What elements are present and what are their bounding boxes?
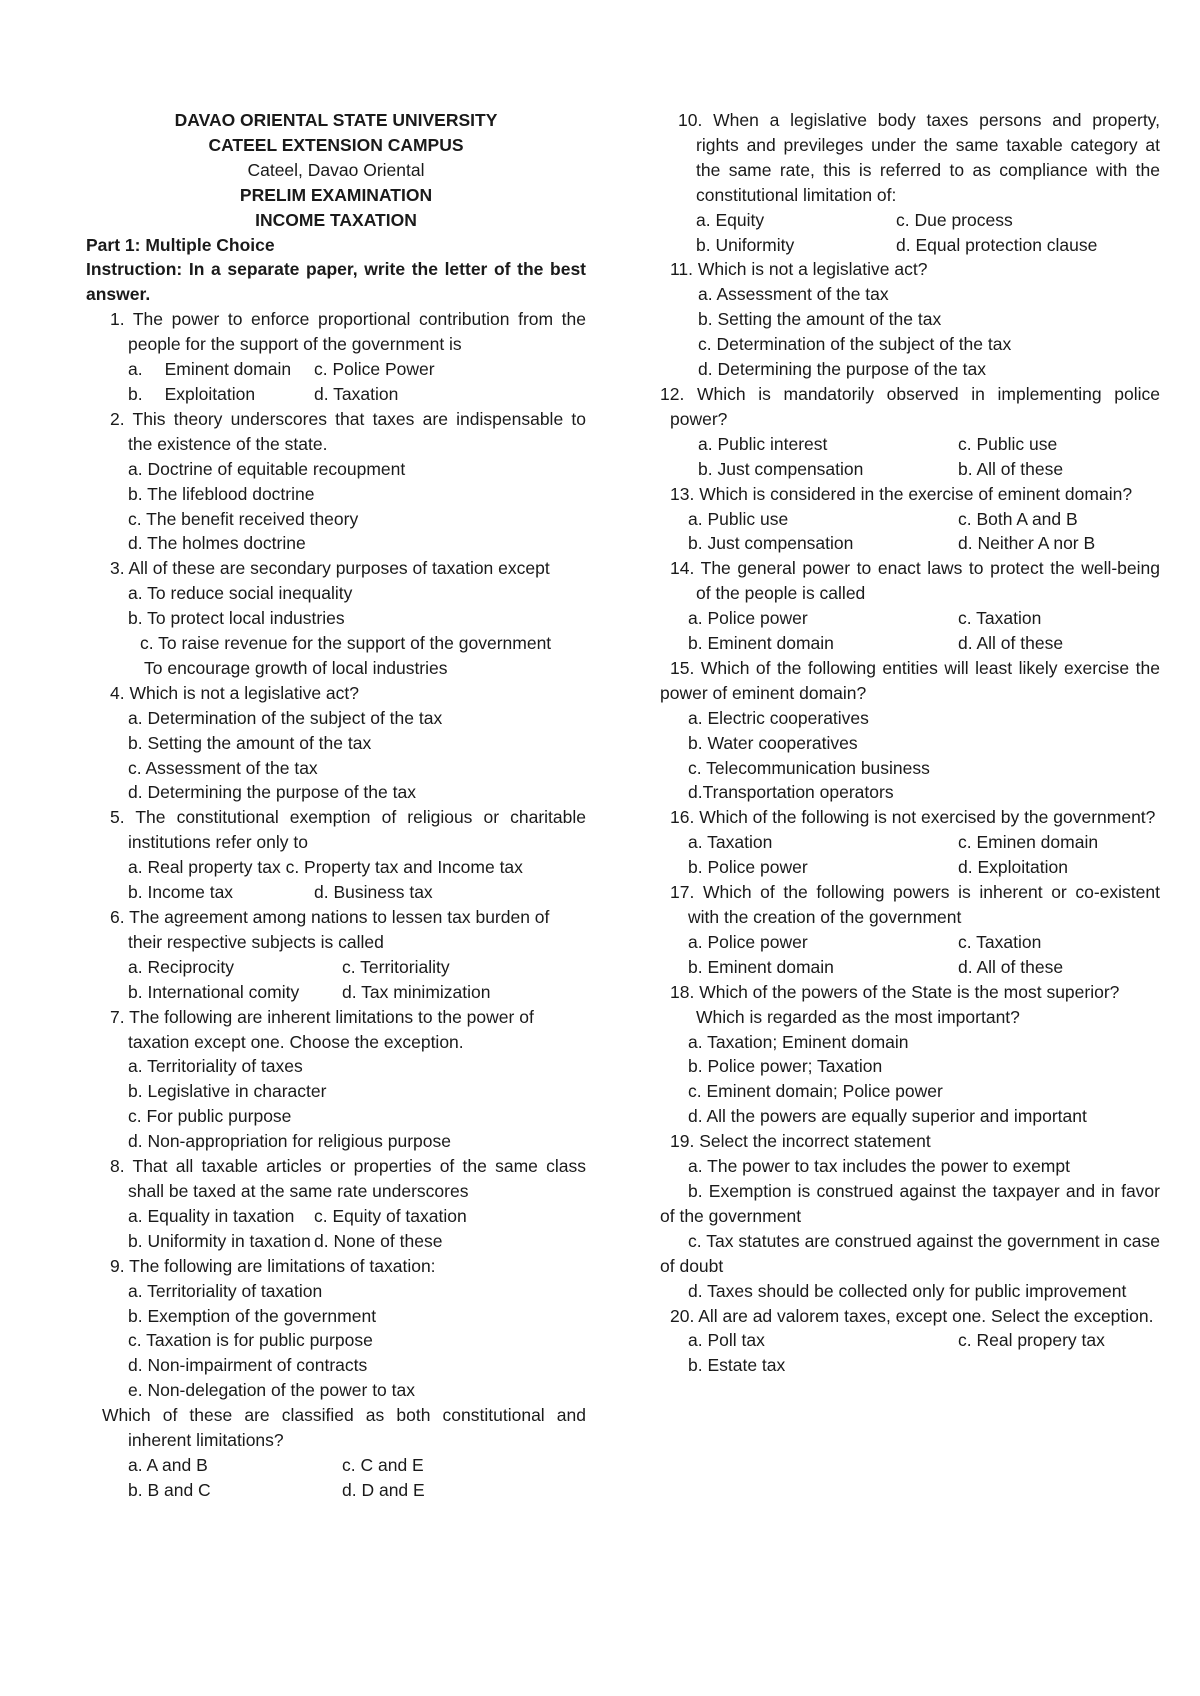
question-11-stem: 11. Which is not a legislative act? — [670, 259, 928, 280]
question-10-choices-bd — [660, 233, 1160, 258]
choice: b. Uniformity in taxation — [128, 1230, 311, 1251]
question-16-choices-ac — [660, 830, 1160, 855]
choice: b. International comity — [128, 981, 300, 1002]
choice-text: Exploitation — [164, 383, 256, 404]
choice-letter: a. — [128, 359, 143, 380]
choice: a. Real property tax c. Property tax and Income tax — [128, 857, 523, 878]
choice: c. Taxation is for public purpose — [128, 1330, 373, 1351]
choice: b. Estate tax — [688, 1355, 786, 1376]
choice: c. For public purpose — [128, 1106, 292, 1127]
question-6-choices-ac — [86, 955, 586, 980]
choice: d. The holmes doctrine — [128, 533, 306, 554]
choice: a. Taxation — [688, 832, 773, 853]
choice: d. All of these — [958, 956, 1064, 977]
university-name: DAVAO ORIENTAL STATE UNIVERSITY — [174, 110, 498, 130]
choice: b. Eminent domain — [688, 633, 834, 654]
choice: d. Neither A nor B — [958, 533, 1096, 554]
choice: a. Police power — [688, 608, 808, 629]
choice-letter: b. — [128, 383, 143, 404]
question-14-choices-bd — [660, 631, 1160, 656]
choice — [128, 357, 314, 382]
question-8-choices-ac — [86, 1204, 586, 1229]
choice: b. Legislative in character — [128, 1081, 327, 1102]
campus-location: Cateel, Davao Oriental — [247, 159, 425, 180]
question-9-stem: 9. The following are limitations of taxation: — [110, 1255, 436, 1276]
choice: a. Doctrine of equitable recoupment — [128, 458, 406, 479]
choice: c. Tax statutes are construed against the government in case of doubt — [660, 1230, 1160, 1276]
question-13-stem: 13. Which is considered in the exercise of eminent domain? — [670, 483, 1133, 504]
choice: a. Territoriality of taxation — [128, 1280, 323, 1301]
choice: e. Non-delegation of the power to tax — [128, 1380, 415, 1401]
choice: d. All of these — [958, 633, 1064, 654]
choice: d. None of these — [314, 1230, 443, 1251]
question-10-choices-ac — [660, 208, 1160, 233]
question-17-choices-bd — [660, 955, 1160, 980]
choice: d. Taxation — [314, 383, 399, 404]
choice: b. All of these — [958, 458, 1064, 479]
choice: a. Public interest — [698, 433, 828, 454]
choice: c. Determination of the subject of the tax — [698, 334, 1012, 355]
question-7-stem: 7. The following are inherent limitations to the power of taxation except one. Choose the exception. — [110, 1006, 534, 1052]
choice: d. Equal protection clause — [896, 234, 1098, 255]
question-6-choices-bd — [86, 980, 586, 1005]
subject-title: INCOME TAXATION — [255, 209, 417, 230]
choice — [958, 1353, 1160, 1378]
choice: c. To raise revenue for the support of the government — [140, 633, 552, 654]
choice: c. Eminen domain — [958, 832, 1099, 853]
choice: b. Setting the amount of the tax — [128, 732, 372, 753]
choice: c. Taxation — [958, 608, 1042, 629]
question-5-stem: 5. The constitutional exemption of religious or charitable institutions refer only to — [110, 807, 586, 853]
question-15-stem: 15. Which of the following entities will least likely exercise the power of eminent domain? — [660, 657, 1160, 703]
left-column — [86, 108, 586, 1503]
choice: d. Tax minimization — [342, 981, 491, 1002]
question-9-follow-up: Which of these are classified as both constitutional and inherent limitations? — [102, 1405, 586, 1451]
question-12-choices-ac — [660, 432, 1160, 457]
question-14-choices-ac — [660, 606, 1160, 631]
question-20-choices-bd — [660, 1353, 1160, 1378]
question-4-stem: 4. Which is not a legislative act? — [110, 682, 360, 703]
question-1-stem: 1. The power to enforce proportional contribution from the people for the support of the government is — [110, 309, 586, 355]
choice: c. Real propery tax — [958, 1330, 1105, 1351]
choice: a. Equity — [696, 209, 765, 230]
choice: b. Exemption of the government — [128, 1305, 377, 1326]
choice: b. The lifeblood doctrine — [128, 483, 315, 504]
question-19-stem: 19. Select the incorrect statement — [670, 1131, 931, 1152]
question-3-stem: 3. All of these are secondary purposes of taxation except — [110, 558, 550, 579]
question-18-stem: 18. Which of the powers of the State is the most superior? Which is regarded as the most important? — [670, 981, 1120, 1027]
choice: b. Water cooperatives — [688, 732, 858, 753]
choice: a. A and B — [128, 1454, 208, 1475]
question-20-stem: 20. All are ad valorem taxes, except one. Select the exception. — [670, 1305, 1154, 1326]
choice: To encourage growth of local industries — [144, 657, 448, 678]
choice: d. All the powers are equally superior and important — [688, 1106, 1087, 1127]
choice-text: Eminent domain — [164, 359, 292, 380]
choice: c. The benefit received theory — [128, 508, 359, 529]
part-title: Part 1: Multiple Choice — [86, 234, 275, 255]
exam-title: PRELIM EXAMINATION — [239, 184, 433, 205]
question-14-stem: 14. The general power to enact laws to protect the well-being of the people is called — [670, 558, 1160, 604]
choice: a. The power to tax includes the power to exempt — [688, 1156, 1070, 1177]
choice: b. Exemption is construed against the taxpayer and in favor of the government — [660, 1180, 1160, 1226]
choice: c. Eminent domain; Police power — [688, 1081, 943, 1102]
question-20-choices-ac — [660, 1328, 1160, 1353]
choice: c. Public use — [958, 433, 1058, 454]
choice: b. Eminent domain — [688, 956, 834, 977]
question-17-stem: 17. Which of the following powers is inherent or co-existent with the creation of the government — [670, 882, 1160, 927]
question-2-stem: 2. This theory underscores that taxes are indispensable to the existence of the state. — [110, 408, 586, 454]
choice: c. Equity of taxation — [314, 1205, 467, 1226]
choice: b. B and C — [128, 1479, 211, 1500]
choice: c. Assessment of the tax — [128, 757, 318, 778]
choice: a. Equality in taxation — [128, 1205, 295, 1226]
choice: a. Determination of the subject of the tax — [128, 707, 443, 728]
choice: d. Exploitation — [958, 857, 1068, 878]
question-13-choices-bd — [660, 531, 1160, 556]
choice: a. Police power — [688, 931, 808, 952]
choice: d. Taxes should be collected only for public improvement — [688, 1280, 1127, 1301]
question-12-stem: 12. Which is mandatorily observed in implementing police power? — [660, 383, 1160, 429]
choice: a. Assessment of the tax — [698, 284, 889, 305]
choice: a. Electric cooperatives — [688, 707, 869, 728]
choice: a. Territoriality of taxes — [128, 1056, 303, 1077]
question-1-choices-ac — [86, 357, 586, 382]
choice: b. Just compensation — [698, 458, 864, 479]
choice: a. To reduce social inequality — [128, 583, 353, 604]
choice: d. Determining the purpose of the tax — [698, 359, 986, 380]
choice: d.Transportation operators — [688, 782, 894, 803]
choice: c. Taxation — [958, 931, 1042, 952]
question-12-choices-bd — [660, 457, 1160, 482]
choice: b. Police power — [688, 857, 808, 878]
instruction: Instruction: In a separate paper, write the letter of the best answer. — [86, 259, 586, 305]
question-9-choices-ac — [86, 1453, 586, 1478]
question-17-choices-ac — [660, 930, 1160, 955]
question-13-choices-ac — [660, 507, 1160, 532]
choice: b. To protect local industries — [128, 608, 345, 629]
question-5-choices-bd — [86, 880, 586, 905]
choice: c. Telecommunication business — [688, 757, 930, 778]
choice: c. Police Power — [314, 359, 435, 380]
choice: d. Determining the purpose of the tax — [128, 782, 416, 803]
choice: a. Public use — [688, 508, 789, 529]
question-10-stem: 10. When a legislative body taxes persons and property, rights and previleges under the same taxable category at the same rate, this is referred to as compliance with the constitutional limitation of: — [678, 110, 1160, 205]
question-1-choices-bd — [86, 382, 586, 407]
choice: d. D and E — [342, 1479, 425, 1500]
question-6-stem: 6. The agreement among nations to lessen tax burden of their respective subjects is called — [110, 907, 550, 952]
choice: c. Both A and B — [958, 508, 1078, 529]
question-8-choices-bd — [86, 1229, 586, 1254]
choice: c. C and E — [342, 1454, 424, 1475]
choice: d. Non-appropriation for religious purpose — [128, 1131, 451, 1152]
choice: b. Uniformity — [696, 234, 795, 255]
choice: c. Territoriality — [342, 956, 450, 977]
choice: b. Income tax — [128, 882, 234, 903]
right-column — [660, 108, 1160, 1378]
choice: a. Reciprocity — [128, 956, 235, 977]
choice: c. Due process — [896, 209, 1013, 230]
choice: b. Setting the amount of the tax — [698, 309, 942, 330]
choice: b. Police power; Taxation — [688, 1056, 883, 1077]
choice — [128, 382, 314, 407]
choice: d. Business tax — [314, 882, 433, 903]
campus-name: CATEEL EXTENSION CAMPUS — [208, 134, 464, 155]
question-9-choices-bd — [86, 1478, 586, 1503]
question-16-stem: 16. Which of the following is not exercised by the government? — [670, 807, 1156, 828]
choice: a. Taxation; Eminent domain — [688, 1031, 909, 1052]
choice: d. Non-impairment of contracts — [128, 1355, 368, 1376]
choice: a. Poll tax — [688, 1330, 765, 1351]
question-8-stem: 8. That all taxable articles or properties of the same class shall be taxed at the same rate underscores — [110, 1156, 586, 1201]
choice: b. Just compensation — [688, 533, 854, 554]
question-16-choices-bd — [660, 855, 1160, 880]
